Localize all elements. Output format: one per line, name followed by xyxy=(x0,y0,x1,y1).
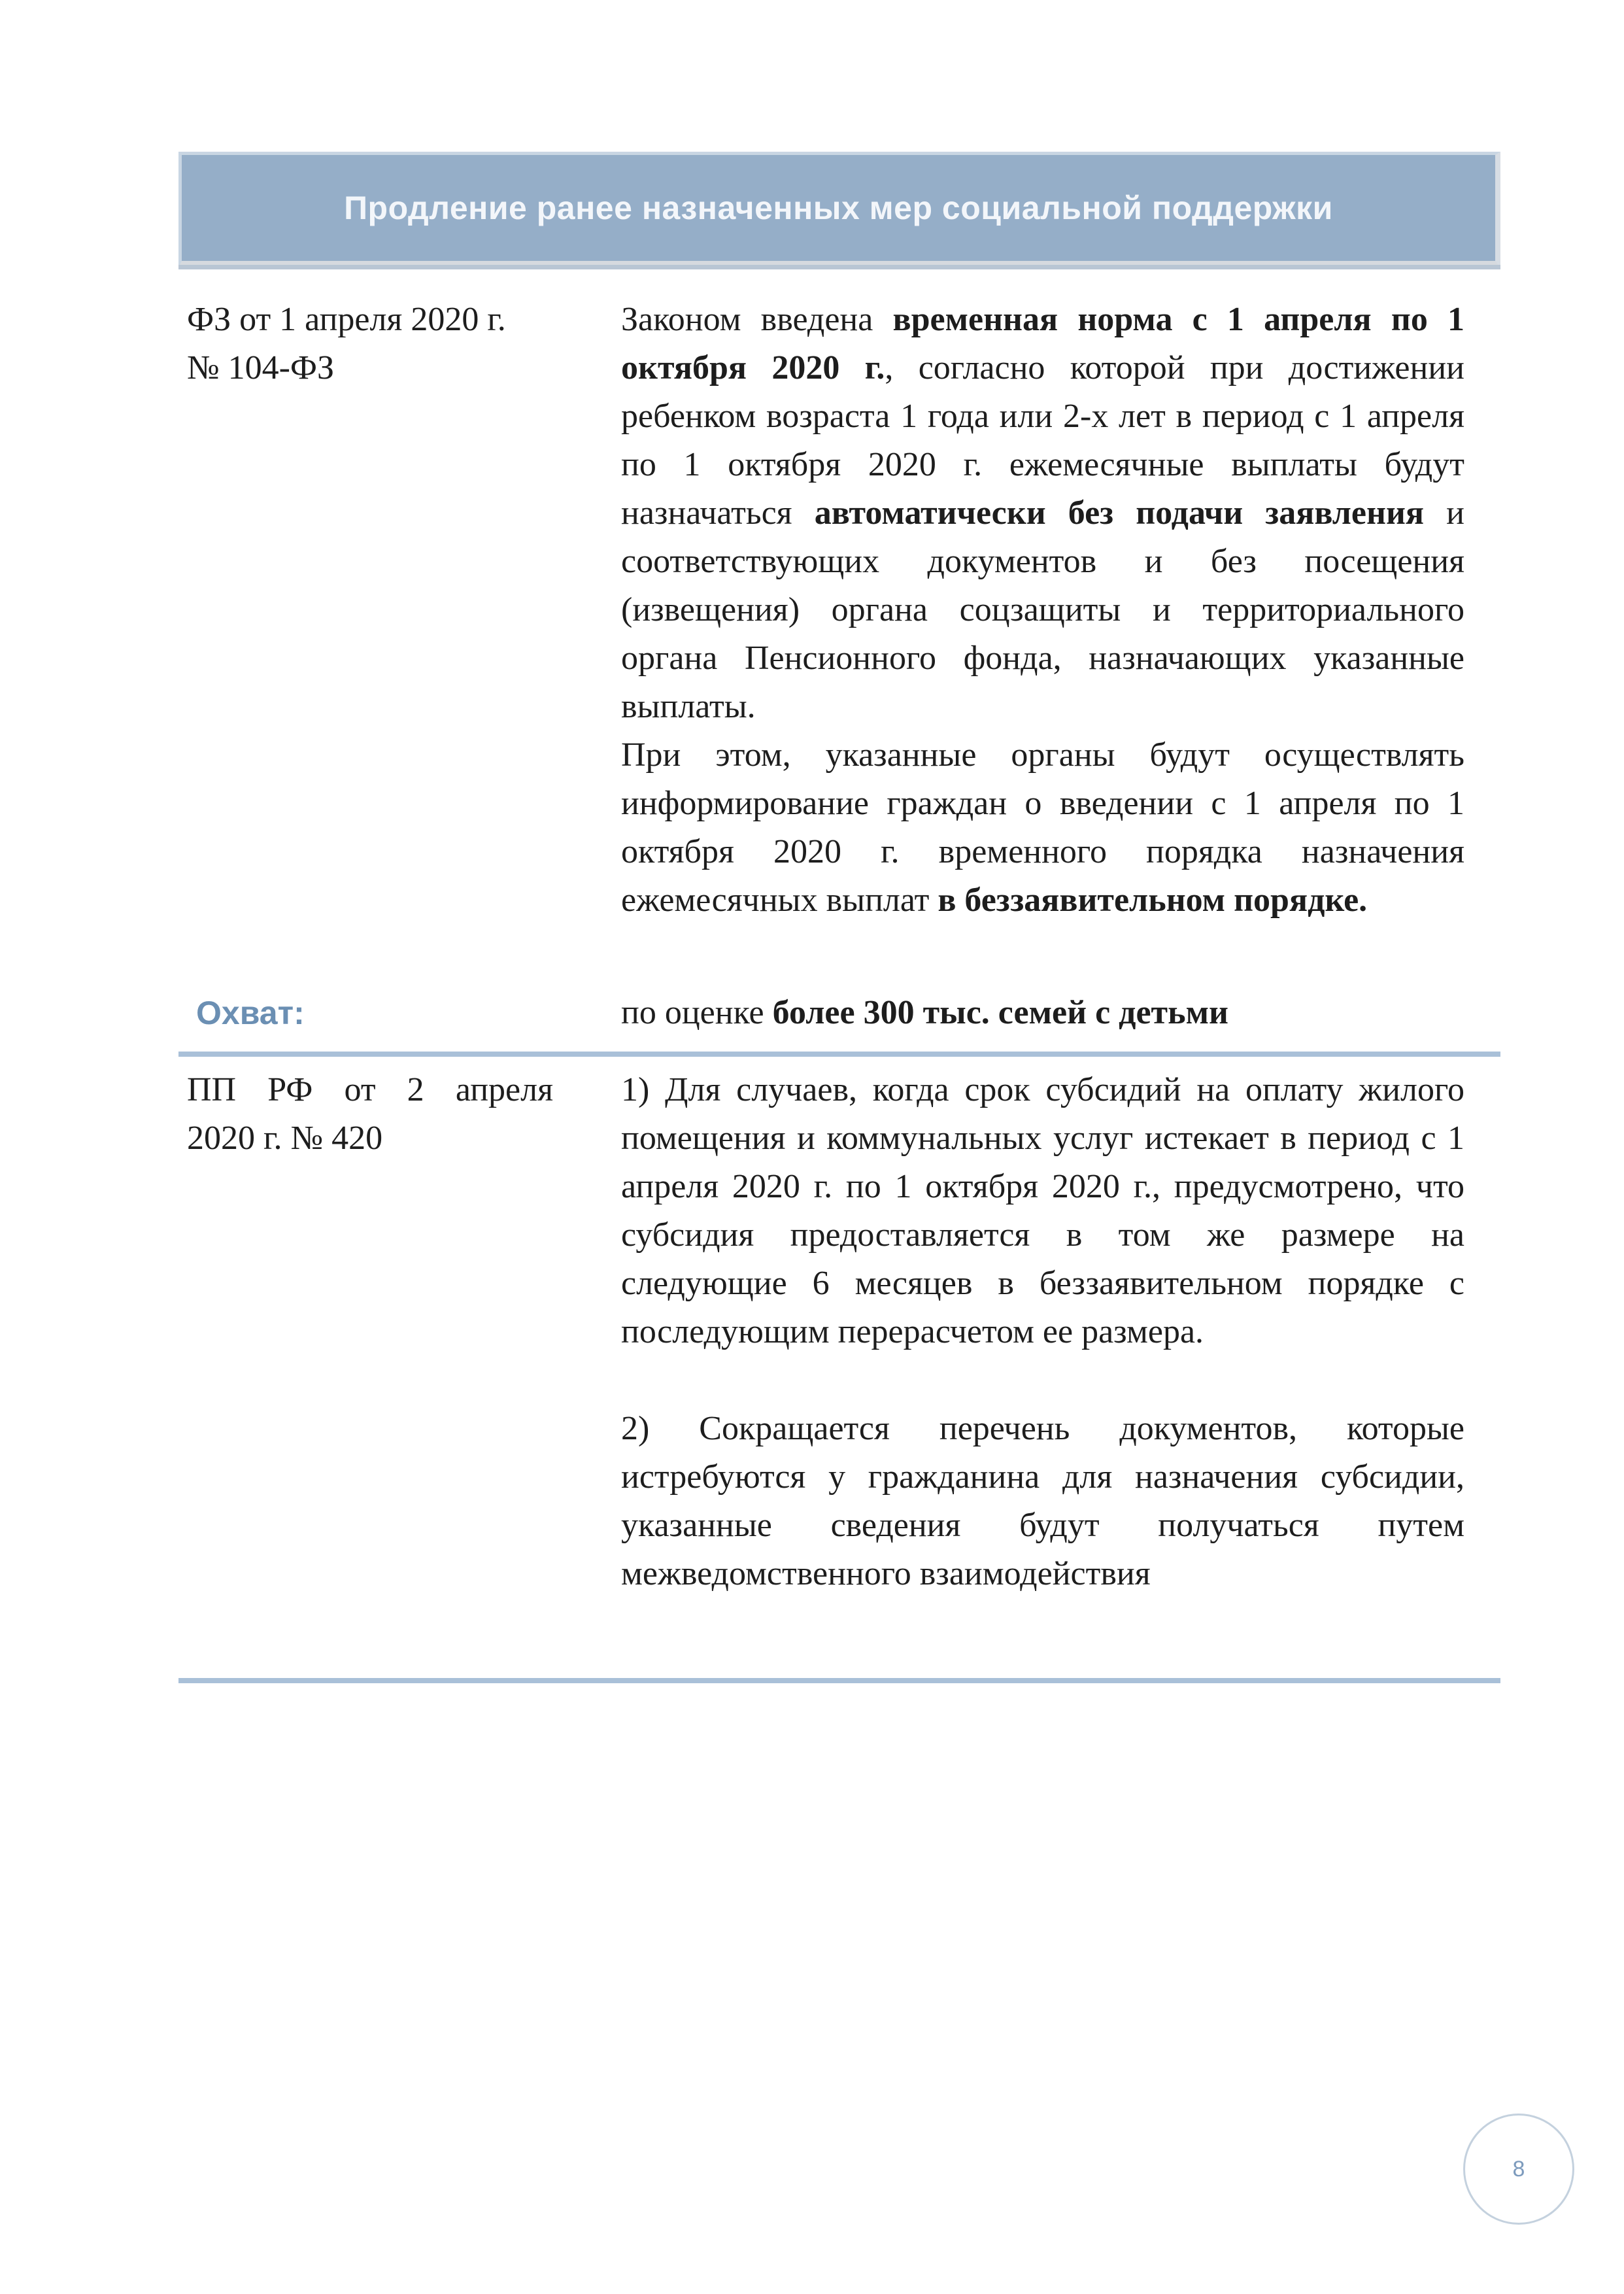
coverage-value: по оценке более 300 тыс. семей с детьми xyxy=(621,994,1228,1031)
description-paragraph: При этом, указанные органы будут осуществлять информирование граждан о введении с 1 апреля по 1 октября 2020 г. временного порядка назначения ежемесячных выплат в беззаявительном порядке. xyxy=(621,736,1464,919)
measure-item: 1) Для случаев, когда срок субсидий на оплату жилого помещения и коммунальных услуг истекает в период с 1 апреля 2020 г. по 1 октября 2020 г., предусмотрено, что субсидия предоставляется в том же размере на следующие 6 месяцев в беззаявительном порядке с последующим перерасчетом ее размера. xyxy=(621,1071,1464,1350)
law-description-pp-420 xyxy=(621,1066,1464,1598)
law-reference-pp-420 xyxy=(187,1066,553,1163)
section-title: Продление ранее назначенных мер социальной поддержки xyxy=(344,190,1333,226)
description-paragraph: Законом введена временная норма с 1 апреля по 1 октября 2020 г., согласно которой при достижении ребенком возраста 1 года или 2-х лет в период с 1 апреля по 1 октября 2020 г. ежемесячные выплаты будут назначаться автоматически без подачи заявления и соответствующих документов и без посещения (извещения) органа соцзащиты и территориального органа Пенсионного фонда, назначающих указанные выплаты. xyxy=(621,301,1465,725)
law-reference-line: ФЗ от 1 апреля 2020 г. xyxy=(187,301,506,338)
header-underline xyxy=(178,265,1500,269)
law-description-fz-104 xyxy=(621,296,1464,925)
section-bottom-divider xyxy=(178,1678,1500,1683)
law-reference-line: № 104-ФЗ xyxy=(187,349,335,386)
law-reference-line: 2020 г. № 420 xyxy=(187,1120,383,1157)
law-reference-line: ПП РФ от 2 апреля xyxy=(187,1071,553,1108)
coverage-label: Охват: xyxy=(196,995,305,1031)
coverage-divider xyxy=(178,1052,1500,1057)
section-header-banner xyxy=(178,152,1500,267)
measure-item: 2) Сокращается перечень документов, которые истребуются у гражданина для назначения субсидии, указанные сведения будут получаться путем межведомственного взаимодействия xyxy=(621,1410,1464,1592)
page-number: 8 xyxy=(1512,2156,1525,2182)
page-number-badge xyxy=(1463,2114,1574,2225)
law-reference-fz-104 xyxy=(187,296,553,392)
